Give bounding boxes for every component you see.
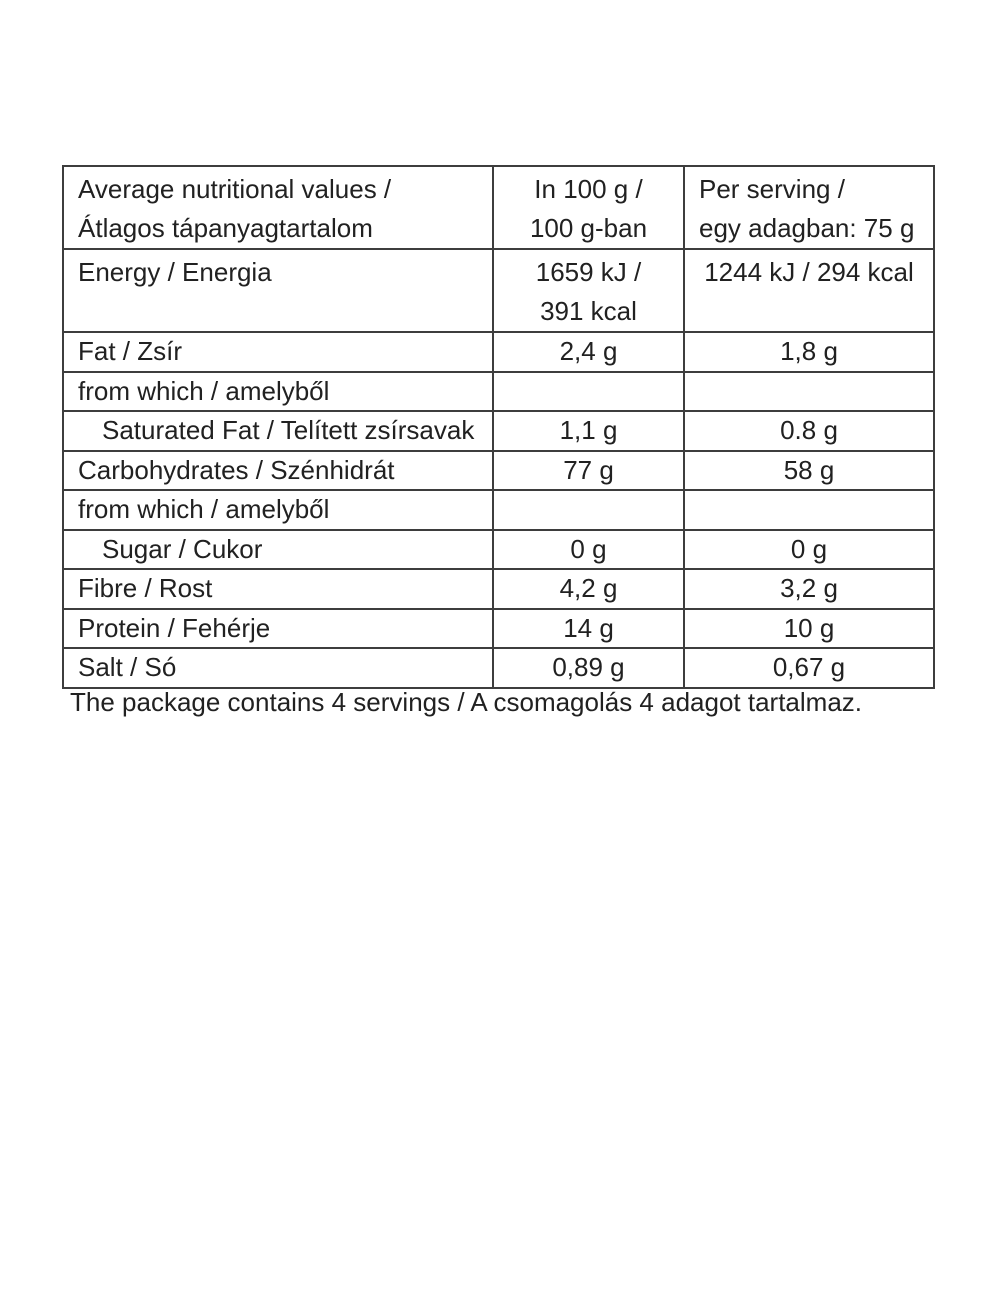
row-label: Saturated Fat / Telített zsírsavak xyxy=(63,411,493,451)
header-per-100g-line1: In 100 g / xyxy=(534,174,643,204)
header-per-serving-line1: Per serving / xyxy=(699,174,845,204)
value-per-serving: 0,67 g xyxy=(684,648,934,688)
value-per-100g xyxy=(493,249,684,332)
value-per-100g: 2,4 g xyxy=(493,332,684,372)
table-row-from-which-fat xyxy=(63,372,934,412)
row-label: Fibre / Rost xyxy=(63,569,493,609)
header-per-serving-line2: egy adagban: 75 g xyxy=(699,213,915,243)
table-header-row xyxy=(63,166,934,249)
table-row-saturated-fat xyxy=(63,411,934,451)
value-per-100g: 14 g xyxy=(493,609,684,649)
row-label: Carbohydrates / Szénhidrát xyxy=(63,451,493,491)
value-per-serving: 1,8 g xyxy=(684,332,934,372)
row-label: Salt / Só xyxy=(63,648,493,688)
table-row-carbohydrates xyxy=(63,451,934,491)
table-row-salt xyxy=(63,648,934,688)
value-per-serving: 10 g xyxy=(684,609,934,649)
value-per-serving xyxy=(684,372,934,412)
value-per-100g: 0 g xyxy=(493,530,684,570)
value-per-serving xyxy=(684,490,934,530)
table-row-fat xyxy=(63,332,934,372)
value-per-serving: 0.8 g xyxy=(684,411,934,451)
value-per-100g: 4,2 g xyxy=(493,569,684,609)
row-label: Sugar / Cukor xyxy=(63,530,493,570)
nutrition-table xyxy=(62,165,935,689)
value-per-100g: 1,1 g xyxy=(493,411,684,451)
row-label: Fat / Zsír xyxy=(63,332,493,372)
header-nutrient-line1: Average nutritional values / xyxy=(78,174,392,204)
value-per-serving: 1244 kJ / 294 kcal xyxy=(684,249,934,332)
value-per-serving: 3,2 g xyxy=(684,569,934,609)
header-per-serving-column xyxy=(684,166,934,249)
header-nutrient-line2: Átlagos tápanyagtartalom xyxy=(78,213,373,243)
value-per-100g-line1: 1659 kJ / xyxy=(535,257,642,287)
row-label: from which / amelyből xyxy=(63,490,493,530)
table-row-protein xyxy=(63,609,934,649)
value-per-100g xyxy=(493,490,684,530)
row-label: Protein / Fehérje xyxy=(63,609,493,649)
row-label: from which / amelyből xyxy=(63,372,493,412)
value-per-serving: 58 g xyxy=(684,451,934,491)
table-row-from-which-carbs xyxy=(63,490,934,530)
header-nutrient-column xyxy=(63,166,493,249)
value-per-100g: 77 g xyxy=(493,451,684,491)
table-row-sugar xyxy=(63,530,934,570)
value-per-100g-line2: 391 kcal xyxy=(540,296,637,326)
value-per-100g: 0,89 g xyxy=(493,648,684,688)
value-per-100g xyxy=(493,372,684,412)
table-row-energy xyxy=(63,249,934,332)
header-per-100g-column xyxy=(493,166,684,249)
servings-note: The package contains 4 servings / A csomagolás 4 adagot tartalmaz. xyxy=(70,687,863,717)
table-row-fibre xyxy=(63,569,934,609)
header-per-100g-line2: 100 g-ban xyxy=(529,213,648,243)
row-label: Energy / Energia xyxy=(63,249,493,332)
value-per-serving: 0 g xyxy=(684,530,934,570)
